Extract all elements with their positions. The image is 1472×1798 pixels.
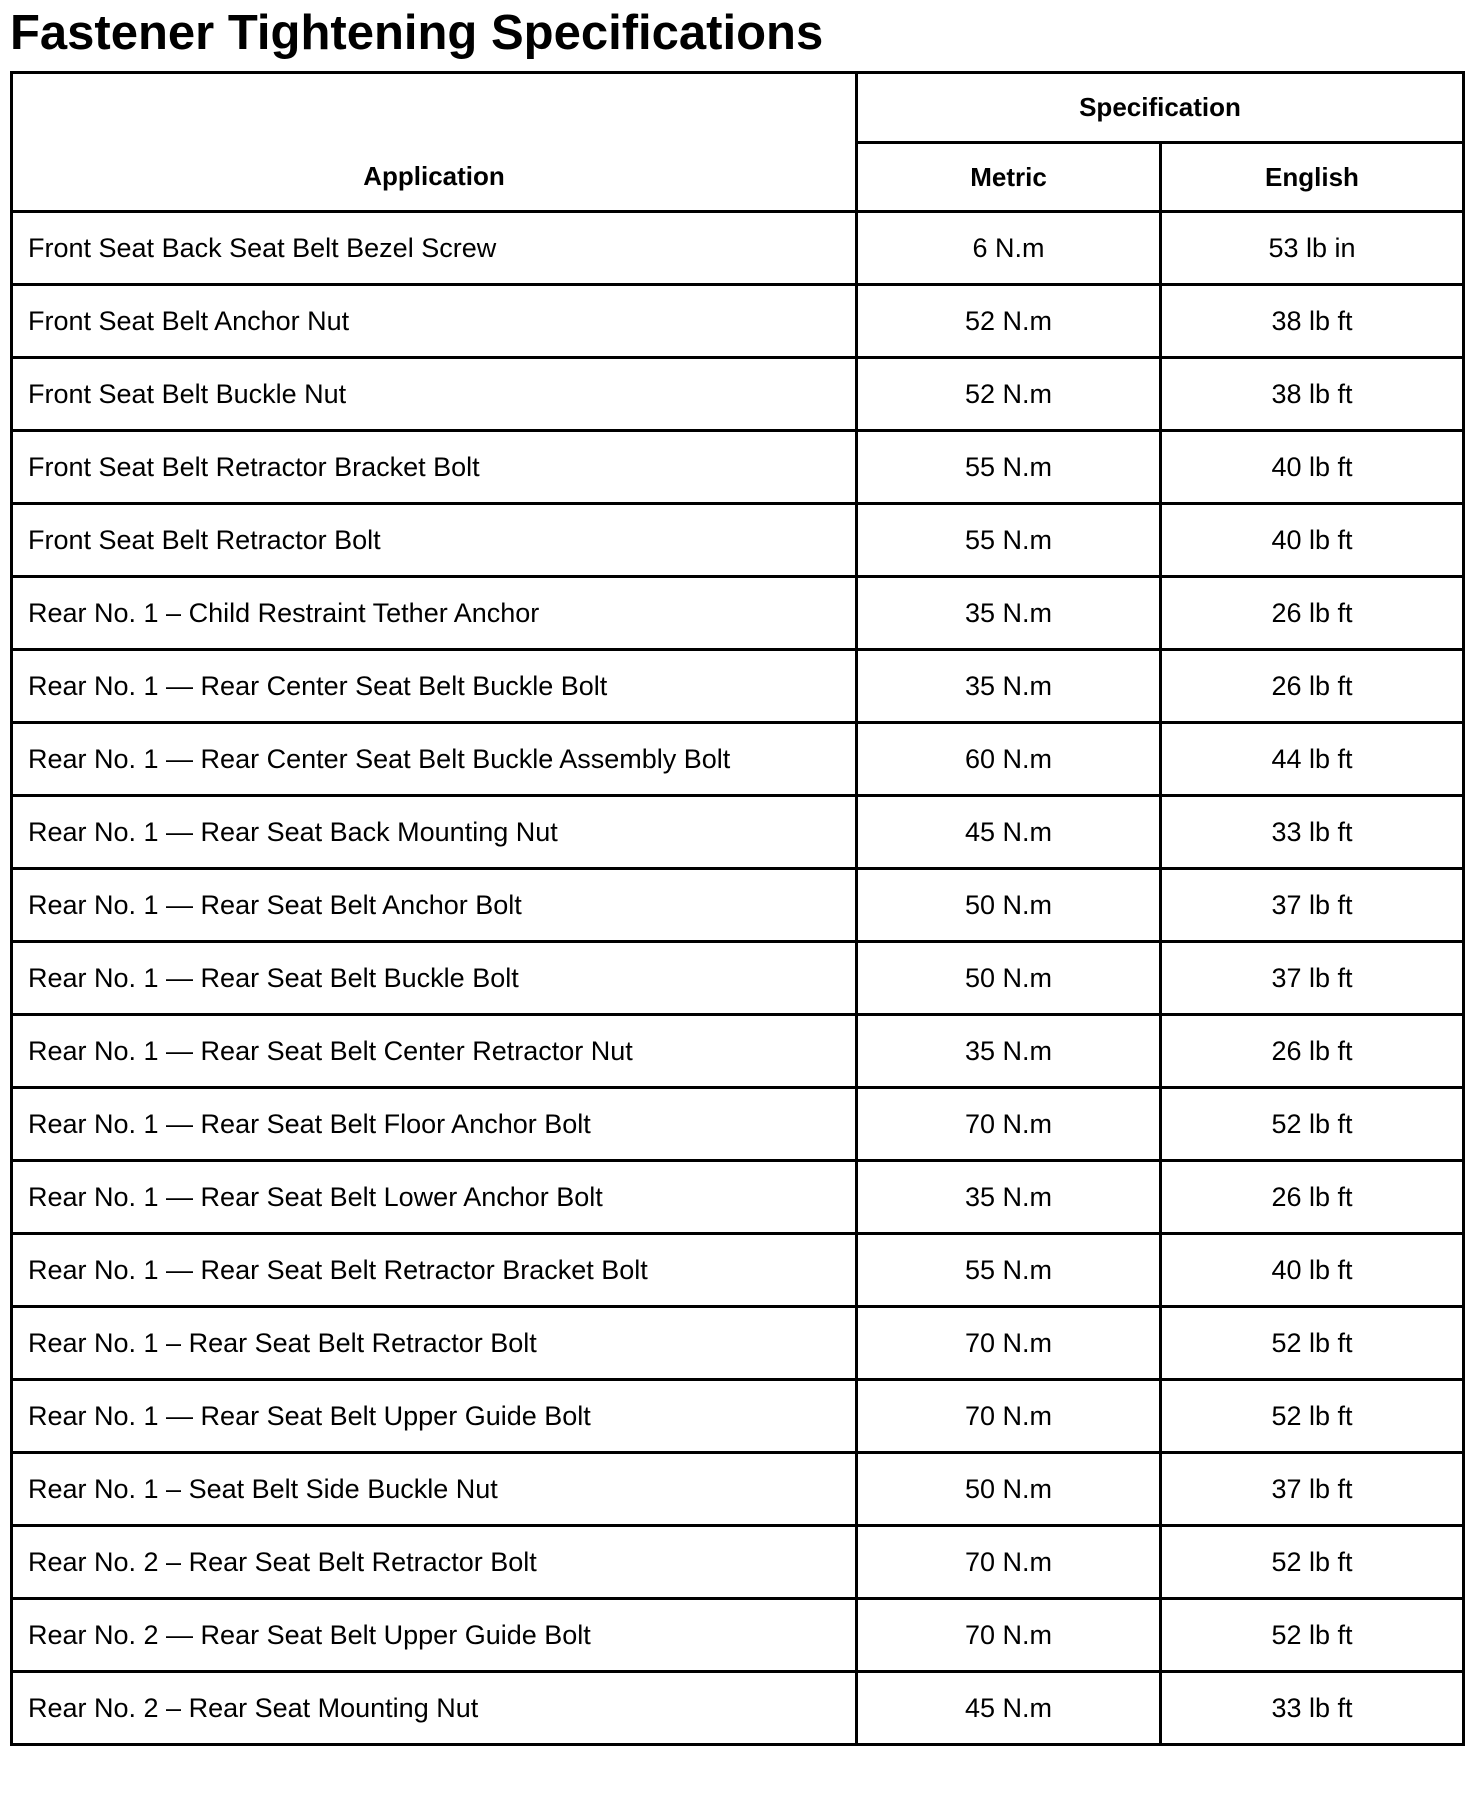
cell-application: Rear No. 2 — Rear Seat Belt Upper Guide Bolt — [12, 1599, 857, 1672]
cell-metric: 35 N.m — [857, 1015, 1161, 1088]
table-row — [12, 504, 1464, 577]
cell-metric: 52 N.m — [857, 285, 1161, 358]
cell-application: Rear No. 1 — Rear Seat Belt Upper Guide Bolt — [12, 1380, 857, 1453]
cell-application: Rear No. 1 – Rear Seat Belt Retractor Bolt — [12, 1307, 857, 1380]
cell-application: Rear No. 1 — Rear Center Seat Belt Buckle Assembly Bolt — [12, 723, 857, 796]
cell-metric: 52 N.m — [857, 358, 1161, 431]
table-row — [12, 1307, 1464, 1380]
table-row — [12, 431, 1464, 504]
cell-english: 52 lb ft — [1161, 1526, 1464, 1599]
column-header-application: Application — [12, 73, 857, 212]
cell-application: Rear No. 1 – Seat Belt Side Buckle Nut — [12, 1453, 857, 1526]
cell-application: Front Seat Belt Anchor Nut — [12, 285, 857, 358]
cell-english: 33 lb ft — [1161, 796, 1464, 869]
cell-application: Rear No. 1 — Rear Center Seat Belt Buckle Bolt — [12, 650, 857, 723]
table-row — [12, 1526, 1464, 1599]
cell-metric: 45 N.m — [857, 796, 1161, 869]
cell-english: 52 lb ft — [1161, 1599, 1464, 1672]
column-header-metric: Metric — [857, 143, 1161, 212]
table-row — [12, 1599, 1464, 1672]
cell-english: 26 lb ft — [1161, 1161, 1464, 1234]
cell-metric: 55 N.m — [857, 431, 1161, 504]
table-row — [12, 358, 1464, 431]
cell-application: Rear No. 1 — Rear Seat Belt Center Retractor Nut — [12, 1015, 857, 1088]
cell-application: Rear No. 2 – Rear Seat Belt Retractor Bolt — [12, 1526, 857, 1599]
cell-application: Front Seat Back Seat Belt Bezel Screw — [12, 212, 857, 285]
cell-english: 38 lb ft — [1161, 358, 1464, 431]
cell-english: 37 lb ft — [1161, 869, 1464, 942]
cell-application: Rear No. 1 – Child Restraint Tether Anchor — [12, 577, 857, 650]
table-row — [12, 1453, 1464, 1526]
cell-application: Front Seat Belt Buckle Nut — [12, 358, 857, 431]
cell-english: 40 lb ft — [1161, 1234, 1464, 1307]
cell-metric: 35 N.m — [857, 577, 1161, 650]
cell-metric: 45 N.m — [857, 1672, 1161, 1745]
table-row — [12, 212, 1464, 285]
cell-application: Rear No. 1 — Rear Seat Belt Lower Anchor Bolt — [12, 1161, 857, 1234]
table-row — [12, 1088, 1464, 1161]
cell-english: 52 lb ft — [1161, 1088, 1464, 1161]
cell-metric: 55 N.m — [857, 1234, 1161, 1307]
cell-english: 53 lb in — [1161, 212, 1464, 285]
cell-metric: 50 N.m — [857, 1453, 1161, 1526]
cell-english: 37 lb ft — [1161, 1453, 1464, 1526]
cell-metric: 60 N.m — [857, 723, 1161, 796]
cell-english: 26 lb ft — [1161, 1015, 1464, 1088]
table-row — [12, 1234, 1464, 1307]
cell-english: 40 lb ft — [1161, 431, 1464, 504]
cell-application: Rear No. 1 — Rear Seat Belt Anchor Bolt — [12, 869, 857, 942]
cell-metric: 6 N.m — [857, 212, 1161, 285]
table-row — [12, 650, 1464, 723]
cell-application: Rear No. 1 — Rear Seat Belt Buckle Bolt — [12, 942, 857, 1015]
cell-metric: 70 N.m — [857, 1307, 1161, 1380]
cell-english: 40 lb ft — [1161, 504, 1464, 577]
column-header-specification: Specification — [857, 73, 1464, 143]
fastener-spec-table — [10, 71, 1465, 1746]
table-row — [12, 796, 1464, 869]
table-row — [12, 723, 1464, 796]
cell-metric: 70 N.m — [857, 1088, 1161, 1161]
page-title: Fastener Tightening Specifications — [10, 6, 824, 60]
cell-metric: 35 N.m — [857, 650, 1161, 723]
cell-application: Rear No. 1 — Rear Seat Belt Floor Anchor Bolt — [12, 1088, 857, 1161]
cell-metric: 70 N.m — [857, 1599, 1161, 1672]
cell-metric: 70 N.m — [857, 1526, 1161, 1599]
cell-application: Rear No. 1 — Rear Seat Back Mounting Nut — [12, 796, 857, 869]
table-row — [12, 869, 1464, 942]
cell-application: Front Seat Belt Retractor Bracket Bolt — [12, 431, 857, 504]
cell-english: 52 lb ft — [1161, 1380, 1464, 1453]
cell-application: Rear No. 1 — Rear Seat Belt Retractor Bracket Bolt — [12, 1234, 857, 1307]
cell-english: 52 lb ft — [1161, 1307, 1464, 1380]
column-header-english: English — [1161, 143, 1464, 212]
cell-english: 33 lb ft — [1161, 1672, 1464, 1745]
cell-metric: 35 N.m — [857, 1161, 1161, 1234]
cell-application: Front Seat Belt Retractor Bolt — [12, 504, 857, 577]
table-row — [12, 1380, 1464, 1453]
cell-application: Rear No. 2 – Rear Seat Mounting Nut — [12, 1672, 857, 1745]
cell-metric: 55 N.m — [857, 504, 1161, 577]
table-row — [12, 1672, 1464, 1745]
cell-metric: 70 N.m — [857, 1380, 1161, 1453]
cell-metric: 50 N.m — [857, 942, 1161, 1015]
table-body — [12, 212, 1464, 1745]
cell-english: 26 lb ft — [1161, 650, 1464, 723]
table-row — [12, 285, 1464, 358]
table-row — [12, 1015, 1464, 1088]
cell-english: 44 lb ft — [1161, 723, 1464, 796]
table-row — [12, 1161, 1464, 1234]
cell-english: 26 lb ft — [1161, 577, 1464, 650]
table-row — [12, 577, 1464, 650]
table-row — [12, 942, 1464, 1015]
cell-english: 37 lb ft — [1161, 942, 1464, 1015]
cell-metric: 50 N.m — [857, 869, 1161, 942]
cell-english: 38 lb ft — [1161, 285, 1464, 358]
